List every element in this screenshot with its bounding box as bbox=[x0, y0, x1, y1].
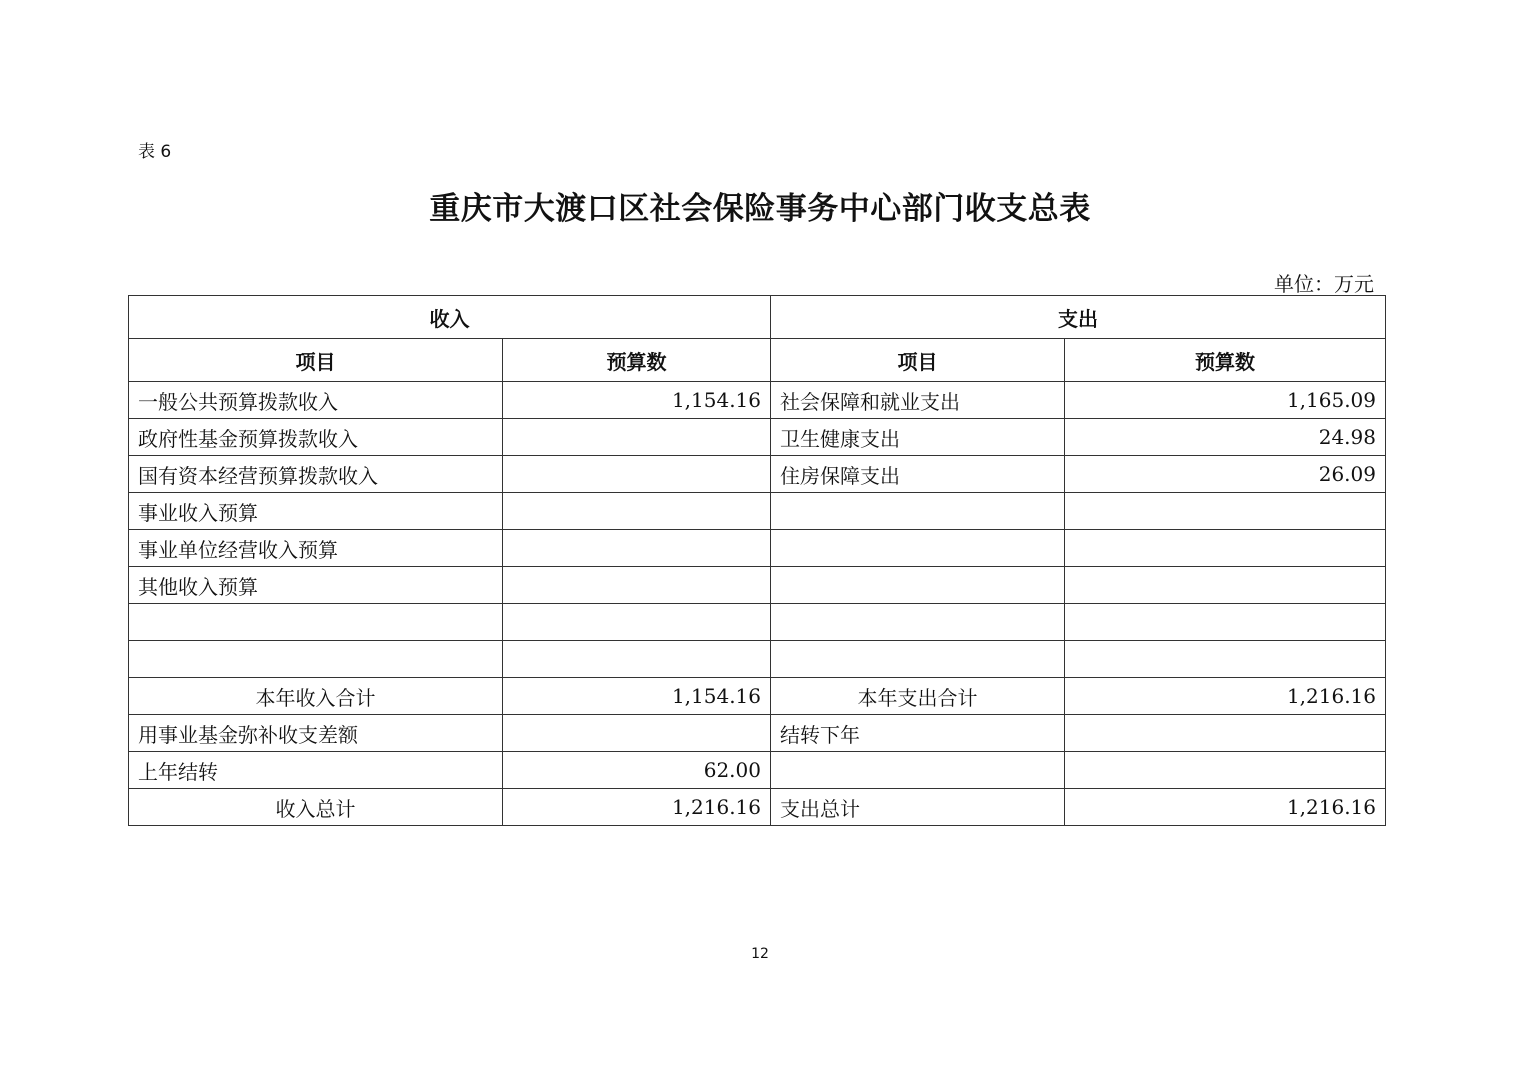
table-row bbox=[129, 604, 1386, 641]
income-total-label: 收入总计 bbox=[129, 789, 503, 826]
expense-value-cell bbox=[1065, 715, 1386, 752]
income-item-cell: 政府性基金预算拨款收入 bbox=[129, 419, 503, 456]
income-value-cell: 62.00 bbox=[503, 752, 771, 789]
expense-section-header: 支出 bbox=[771, 296, 1386, 339]
income-value-cell bbox=[503, 493, 771, 530]
expense-value-cell bbox=[1065, 604, 1386, 641]
subtotal-row bbox=[129, 678, 1386, 715]
table-row bbox=[129, 567, 1386, 604]
expense-value-cell: 24.98 bbox=[1065, 419, 1386, 456]
income-item-cell bbox=[129, 641, 503, 678]
section-header-row bbox=[129, 296, 1386, 339]
expense-item-cell: 社会保障和就业支出 bbox=[771, 382, 1065, 419]
grand-total-row bbox=[129, 789, 1386, 826]
income-subtotal-value: 1,154.16 bbox=[503, 678, 771, 715]
expense-value-cell bbox=[1065, 493, 1386, 530]
income-section-header: 收入 bbox=[129, 296, 771, 339]
expense-total-value: 1,216.16 bbox=[1065, 789, 1386, 826]
expense-value-cell: 1,165.09 bbox=[1065, 382, 1386, 419]
income-value-cell bbox=[503, 530, 771, 567]
income-item-cell: 事业收入预算 bbox=[129, 493, 503, 530]
income-value-cell bbox=[503, 419, 771, 456]
table-row bbox=[129, 382, 1386, 419]
expense-subtotal-label: 本年支出合计 bbox=[771, 678, 1065, 715]
table-label: 表 6 bbox=[138, 142, 172, 162]
column-header-row bbox=[129, 339, 1386, 382]
income-value-cell bbox=[503, 456, 771, 493]
expense-item-cell: 住房保障支出 bbox=[771, 456, 1065, 493]
unit-label: 单位：万元 bbox=[1274, 272, 1374, 296]
income-item-cell: 事业单位经营收入预算 bbox=[129, 530, 503, 567]
expense-item-cell bbox=[771, 752, 1065, 789]
expense-item-cell: 卫生健康支出 bbox=[771, 419, 1065, 456]
table-row bbox=[129, 641, 1386, 678]
expense-value-cell bbox=[1065, 530, 1386, 567]
table-row bbox=[129, 530, 1386, 567]
expense-value-cell bbox=[1065, 567, 1386, 604]
table-row bbox=[129, 752, 1386, 789]
table-row bbox=[129, 456, 1386, 493]
expense-subtotal-value: 1,216.16 bbox=[1065, 678, 1386, 715]
income-item-cell: 一般公共预算拨款收入 bbox=[129, 382, 503, 419]
expense-item-cell bbox=[771, 530, 1065, 567]
expense-budget-header: 预算数 bbox=[1065, 339, 1386, 382]
income-subtotal-label: 本年收入合计 bbox=[129, 678, 503, 715]
expense-item-cell bbox=[771, 493, 1065, 530]
page-number: 12 bbox=[751, 946, 769, 962]
income-budget-header: 预算数 bbox=[503, 339, 771, 382]
expense-item-header: 项目 bbox=[771, 339, 1065, 382]
expense-item-cell bbox=[771, 641, 1065, 678]
page-title: 重庆市大渡口区社会保险事务中心部门收支总表 bbox=[429, 191, 1091, 227]
income-value-cell bbox=[503, 715, 771, 752]
expense-total-label: 支出总计 bbox=[771, 789, 1065, 826]
expense-item-cell: 结转下年 bbox=[771, 715, 1065, 752]
income-value-cell bbox=[503, 641, 771, 678]
income-value-cell: 1,154.16 bbox=[503, 382, 771, 419]
table-row bbox=[129, 419, 1386, 456]
table-row bbox=[129, 493, 1386, 530]
income-item-cell: 用事业基金弥补收支差额 bbox=[129, 715, 503, 752]
income-item-header: 项目 bbox=[129, 339, 503, 382]
income-value-cell bbox=[503, 604, 771, 641]
income-item-cell bbox=[129, 604, 503, 641]
income-value-cell bbox=[503, 567, 771, 604]
income-item-cell: 国有资本经营预算拨款收入 bbox=[129, 456, 503, 493]
income-item-cell: 其他收入预算 bbox=[129, 567, 503, 604]
income-item-cell: 上年结转 bbox=[129, 752, 503, 789]
expense-value-cell: 26.09 bbox=[1065, 456, 1386, 493]
table-row bbox=[129, 715, 1386, 752]
expense-item-cell bbox=[771, 604, 1065, 641]
income-total-value: 1,216.16 bbox=[503, 789, 771, 826]
budget-summary-table bbox=[128, 295, 1386, 826]
expense-value-cell bbox=[1065, 752, 1386, 789]
expense-item-cell bbox=[771, 567, 1065, 604]
expense-value-cell bbox=[1065, 641, 1386, 678]
